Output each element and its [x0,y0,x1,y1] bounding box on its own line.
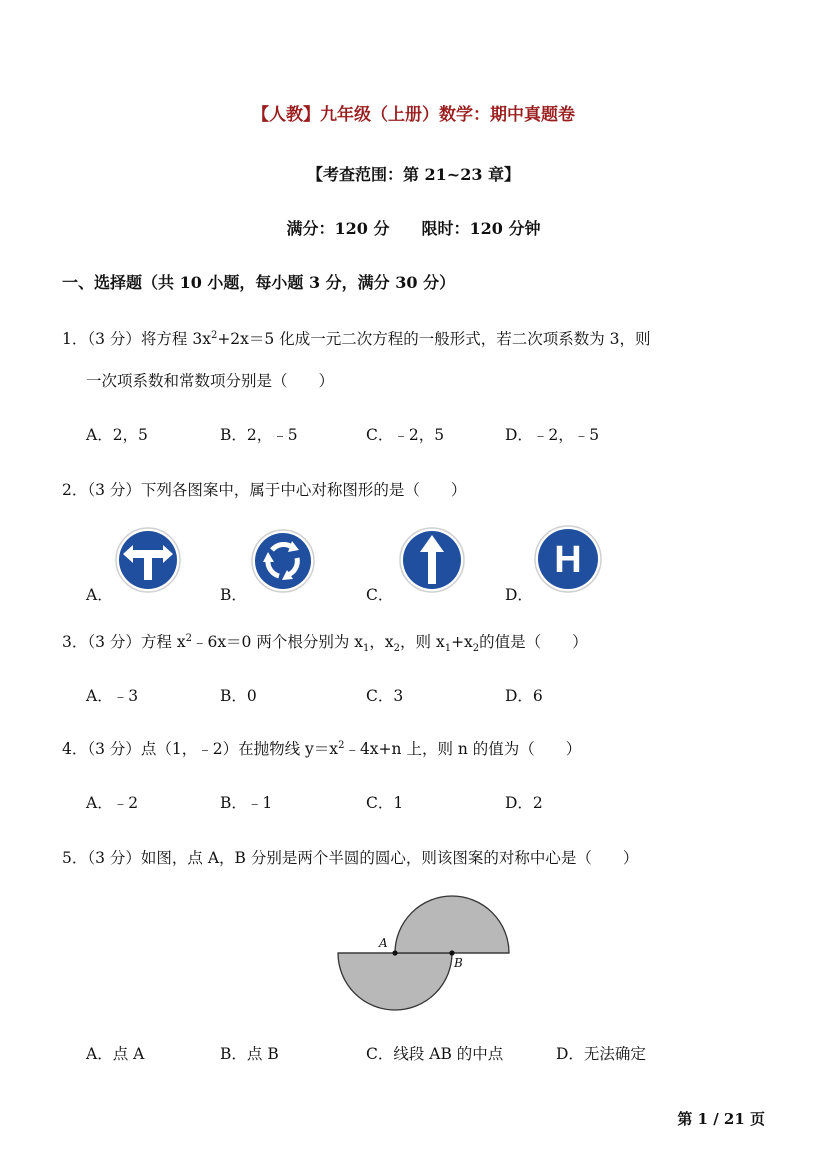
q3-sub-2: 2 [393,643,401,655]
q3-option-a: A．﹣3 [86,687,139,705]
hospital-h-letter: H [554,539,582,581]
q3-option-c: C．3 [366,687,404,705]
q3-text-1: 3．（3 分）方程 x [62,633,186,651]
q5-option-d: D．无法确定 [556,1045,646,1063]
page-number: 第 1 / 21 页 [677,1110,765,1128]
hospital-h-sign-icon [533,524,603,594]
q3-text-5: +x [451,633,473,651]
straight-ahead-sign-icon [398,526,466,594]
document-title: 【人教】九年级（上册）数学：期中真题卷 [252,105,575,125]
upper-semicircle [395,896,509,953]
q1-text-b: +2x＝5 化成一元二次方程的一般形式，若二次项系数为 3，则 [217,330,651,348]
q2-label-b: B． [220,586,247,604]
q1-option-d: D．﹣2，﹣5 [505,426,600,444]
q3-option-b: B．0 [220,687,257,705]
q2-label-a: A． [86,586,113,604]
q4-option-c: C．1 [366,794,404,812]
q2-label-c: C． [366,586,394,604]
question-1-line-2: 一次项系数和常数项分别是（ ） [86,372,335,390]
point-b-label: B [454,956,463,970]
q1-option-b: B．2，﹣5 [220,426,298,444]
semicircles-figure [330,888,520,1018]
question-4 [62,737,581,759]
q3-sub-3: 1 [444,643,452,655]
q1-sup: 2 [210,329,218,341]
q3-text-6: 的值是（ ） [479,633,588,651]
q4-option-a: A．﹣2 [86,794,139,812]
point-a-label: A [379,936,388,950]
roundabout-sign-icon [250,528,316,594]
q3-text-2: ﹣6x＝0 两个根分别为 x [191,633,364,651]
question-2: 2．（3 分）下列各图案中，属于中心对称图形的是（ ） [62,481,467,499]
question-1-line-1 [62,327,650,349]
q2-label-d: D． [505,586,533,604]
q5-option-a: A．点 A [86,1045,145,1063]
q4-sup: 2 [338,739,345,751]
q5-option-b: B．点 B [220,1045,279,1063]
lower-semicircle [338,953,452,1010]
q4-option-b: B．﹣1 [220,794,273,812]
q4-text-1: 4．（3 分）点（1，﹣2）在抛物线 y＝x [62,740,339,758]
turn-left-right-sign-icon [114,526,182,594]
exam-meta: 满分：120 分 限时：120 分钟 [286,219,541,238]
q3-sup: 2 [185,632,192,644]
point-b-dot [449,950,454,955]
q1-option-c: C．﹣2，5 [366,426,445,444]
section-heading: 一、选择题（共 10 小题，每小题 3 分，满分 30 分） [62,273,456,292]
q5-option-c: C．线段 AB 的中点 [366,1045,504,1063]
q4-option-d: D．2 [505,794,543,812]
q4-text-2: ﹣4x+n 上，则 n 的值为（ ） [344,740,582,758]
question-5: 5．（3 分）如图，点 A，B 分别是两个半圆的圆心，则该图案的对称中心是（ ） [62,849,639,867]
q3-sub-1: 1 [363,643,370,655]
q1-option-a: A．2，5 [86,426,148,444]
question-3 [62,630,588,654]
q1-text-a: 1．（3 分）将方程 3x [62,330,211,348]
q3-text-3: ，x [369,633,394,651]
q3-sub-4: 2 [472,643,480,655]
q3-text-4: ，则 x [400,633,445,651]
q3-option-d: D．6 [505,687,543,705]
exam-scope: 【考查范围：第 21~23 章】 [306,165,521,184]
point-a-dot [392,950,397,955]
